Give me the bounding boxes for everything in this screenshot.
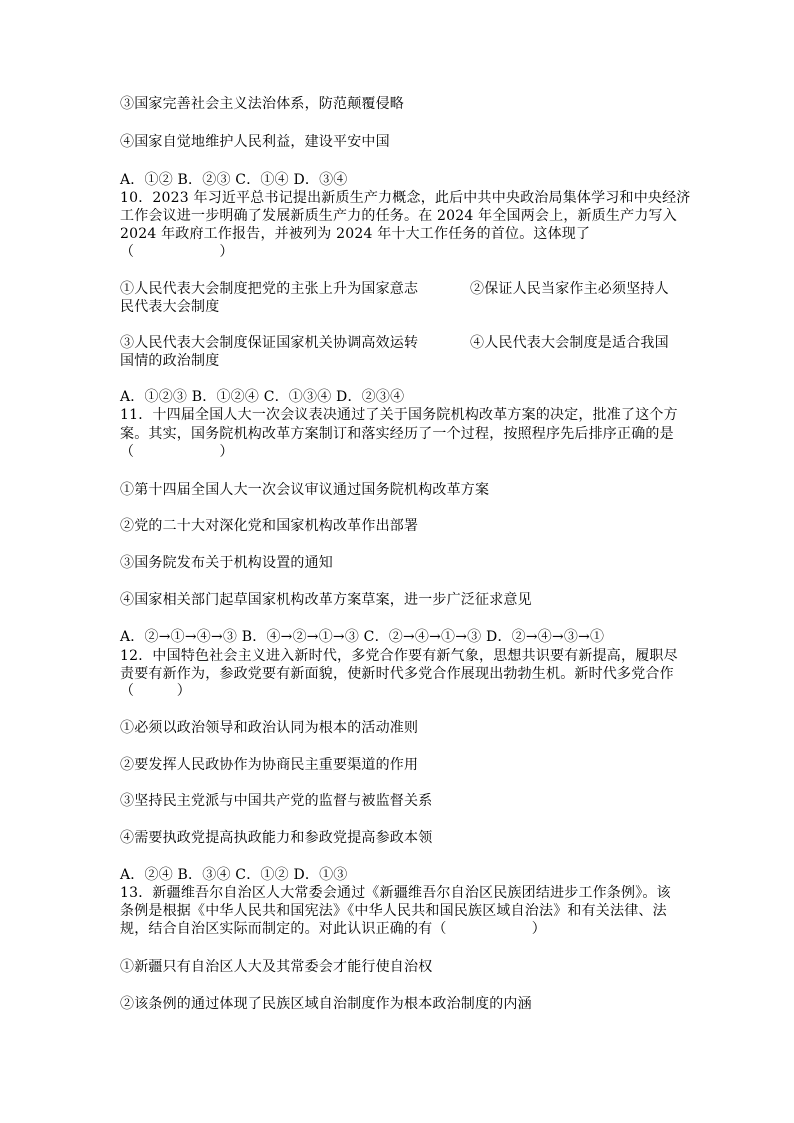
q13-stem-line: 条例是根据《中华人民共和国宪法》《中华人民共和国民族区域自治法》和有关法律、法 bbox=[120, 903, 667, 919]
q12-stem-line: 责要有新作为，参政党要有新面貌，使新时代多党合作展现出勃勃生机。新时代多党合作 bbox=[120, 666, 674, 682]
q9-options: A．①② B．②③ C．①④ D．③④ bbox=[120, 172, 348, 188]
q13-stem-line: 规，结合自治区实际而制定的。对此认识正确的有（ ） bbox=[120, 921, 546, 937]
q12-options: A．②④ B．③④ C．①② D．①③ bbox=[120, 867, 348, 883]
q11-item-4: ④国家相关部门起草国家机构改革方案草案，进一步广泛征求意见 bbox=[120, 592, 532, 608]
q10-item-4: ④人民代表大会制度是适合我国 bbox=[470, 335, 669, 351]
q11-item-1: ①第十四届全国人大一次会议审议通过国务院机构改革方案 bbox=[120, 482, 490, 498]
q12-item-3: ③坚持民主党派与中国共产党的监督与被监督关系 bbox=[120, 793, 433, 809]
q10-item-3: ③人民代表大会制度保证国家机关协调高效运转 bbox=[120, 335, 419, 351]
q10-item-2-continued: 民代表大会制度 bbox=[120, 299, 220, 315]
q12-item-2: ②要发挥人民政协作为协商民主重要渠道的作用 bbox=[120, 757, 419, 773]
q13-item-1: ①新疆只有自治区人大及其常委会才能行使自治权 bbox=[120, 959, 433, 975]
q10-options: A．①②③ B．①②④ C．①③④ D．②③④ bbox=[120, 389, 405, 405]
q12-item-4: ④需要执政党提高执政能力和参政党提高参政本领 bbox=[120, 830, 433, 846]
q12-stem-line: 12．中国特色社会主义进入新时代，多党合作要有新气象，思想共识要有新提高，履职尽 bbox=[120, 648, 678, 664]
q11-options: A．②→①→④→③ B．④→②→①→③ C．②→④→①→③ D．②→④→③→① bbox=[120, 629, 605, 645]
q11-answer-blank: （ ） bbox=[120, 444, 234, 460]
q11-item-3: ③国务院发布关于机构设置的通知 bbox=[120, 555, 333, 571]
q13-item-2: ②该条例的通过体现了民族区域自治制度作为根本政治制度的内涵 bbox=[120, 996, 532, 1012]
q10-stem-line: 工作会议进一步明确了发展新质生产力的任务。在 2024 年全国两会上，新质生产力写入 bbox=[120, 208, 677, 224]
q9-item-4: ④国家自觉地维护人民利益，建设平安中国 bbox=[120, 134, 390, 150]
q9-item-3: ③国家完善社会主义法治体系，防范颠覆侵略 bbox=[120, 96, 404, 112]
q10-stem-line: 10．2023 年习近平总书记提出新质生产力概念，此后中共中央政治局集体学习和中央经济 bbox=[120, 190, 691, 206]
q11-item-2: ②党的二十大对深化党和国家机构改革作出部署 bbox=[120, 518, 419, 534]
q13-stem-line: 13．新疆维吾尔自治区人大常委会通过《新疆维吾尔自治区民族团结进步工作条例》。该 bbox=[120, 885, 671, 901]
q10-item-4-continued: 国情的政治制度 bbox=[120, 353, 220, 369]
q12-answer-blank: （ ） bbox=[120, 683, 191, 699]
q10-stem-line: 2024 年政府工作报告，并被列为 2024 年十大工作任务的首位。这体现了 bbox=[120, 226, 591, 242]
q11-stem-line: 11．十四届全国人大一次会议表决通过了关于国务院机构改革方案的决定，批准了这个方 bbox=[120, 407, 678, 423]
q11-stem-line: 案。其实，国务院机构改革方案制订和落实经历了一个过程，按照程序先后排序正确的是 bbox=[120, 426, 674, 442]
q10-item-1: ①人民代表大会制度把党的主张上升为国家意志 bbox=[120, 281, 419, 297]
q10-item-2: ②保证人民当家作主必须坚持人 bbox=[470, 281, 669, 297]
q10-answer-blank: （ ） bbox=[120, 244, 234, 260]
q12-item-1: ①必须以政治领导和政治认同为根本的活动准则 bbox=[120, 720, 419, 736]
